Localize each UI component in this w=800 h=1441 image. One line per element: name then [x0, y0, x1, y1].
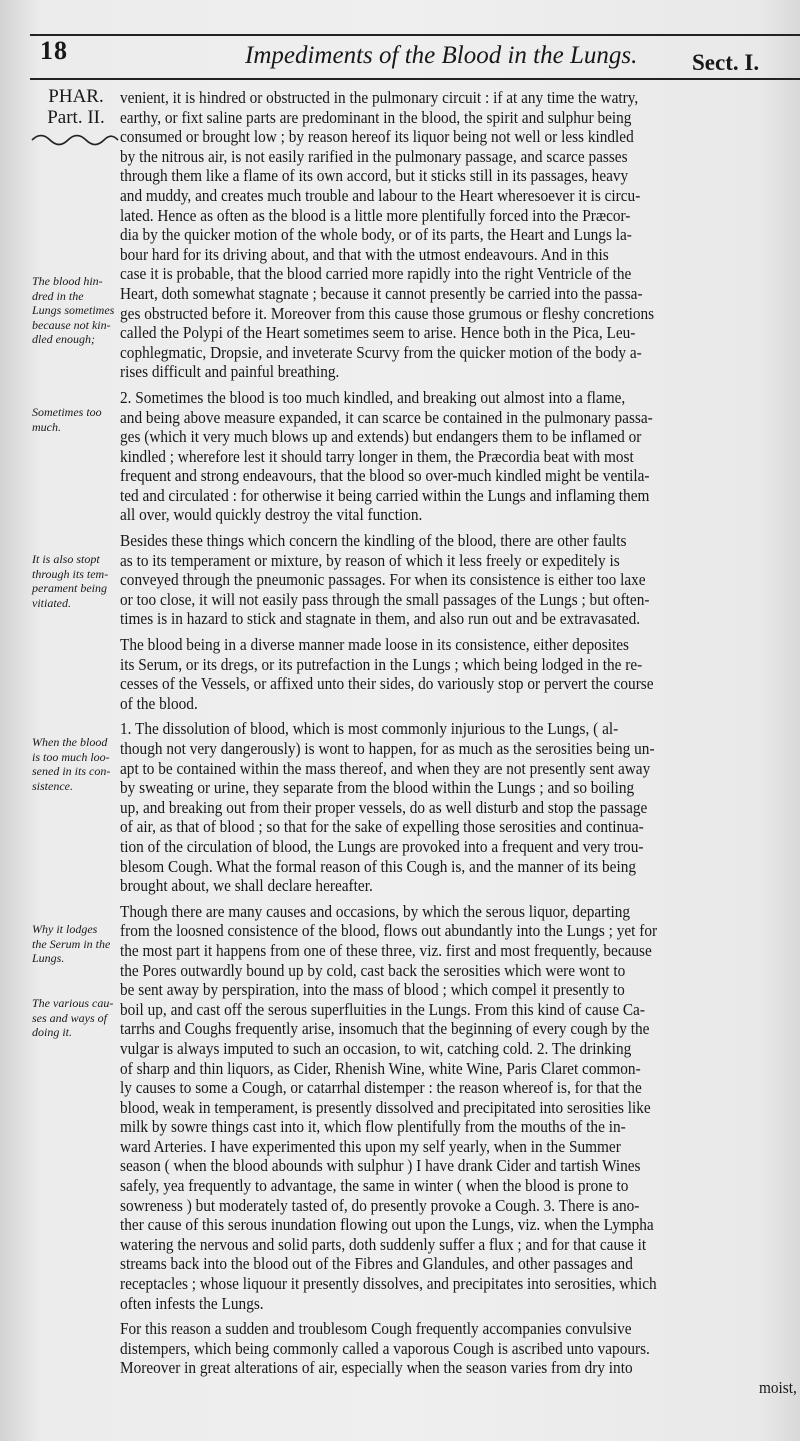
- top-rule: [30, 34, 800, 36]
- part-label: [32, 86, 120, 128]
- margin-note-line: perament being: [32, 581, 107, 595]
- page-number: 18: [40, 36, 68, 65]
- text-line: milk by sowre things cast into it, which flow plentifully from the mouths of the in-: [120, 1117, 626, 1137]
- text-line: be sent away by perspiration, into the mass of blood ; which compel it presently to: [120, 980, 625, 1000]
- margin-note: [32, 922, 124, 966]
- section-tag: Sect. I.: [692, 50, 760, 75]
- margin-note-line: Sometimes too: [32, 405, 102, 419]
- margin-note-line: the Serum in the: [32, 936, 111, 951]
- text-line: watering the nervous and solid parts, doth suddenly suffer a flux ; and for that cause it: [120, 1234, 647, 1254]
- text-line: ted and circulated : for otherwise it being carried within the Lungs and inflaming them: [120, 485, 650, 505]
- text-line: and being above measure expanded, it can scarce be contained in the pulmonary passa-: [120, 407, 653, 427]
- margin-note: [32, 274, 124, 347]
- margin-note-line: vitiated.: [32, 595, 71, 610]
- text-line: vulgar is always imputed to such an occasion, to wit, catching cold. 2. The drinking: [120, 1038, 632, 1058]
- text-line: boil up, and cast off the serous superfluities in the Lungs. From this kind of cause Ca-: [120, 999, 645, 1019]
- margin-note-line: Lungs.: [32, 951, 65, 965]
- margin-note-line: sistence.: [32, 778, 73, 793]
- body-text: [120, 88, 796, 1398]
- text-line: moist,: [758, 1378, 797, 1397]
- text-line: distempers, which being commonly called a vaporous Cough is ascribed unto vapours.: [120, 1338, 650, 1358]
- text-line: ward Arteries. I have experimented this upon my self yearly, when in the Summer: [120, 1136, 621, 1156]
- margin-note: [32, 996, 124, 1040]
- paragraph: [120, 719, 797, 895]
- text-line: all over, would quickly destroy the vital function.: [120, 505, 423, 525]
- margin-note-line: sened in its con-: [32, 764, 111, 778]
- text-line: rises difficult and painful breathing.: [120, 362, 340, 382]
- text-line: from the loosned consistence of the blood, flows out abundantly into the Lungs ; yet for: [120, 921, 658, 941]
- text-line: frequent and strong endeavours, that the blood so over-much kindled might be ventila-: [120, 466, 650, 486]
- text-line: by sweating or urine, they separate from the blood within the Lungs ; and so boiling: [120, 778, 635, 798]
- margin-note-line: When the blood: [32, 735, 108, 749]
- text-line: bour hard for its driving about, and that with the utmost endeavours. And in this: [120, 244, 609, 264]
- text-line: case it is probable, that the blood carried more rapidly into the right Ventricle of the: [120, 264, 632, 284]
- text-line: ges (which it very much blows up and extends) but endangers them to be inflamed or: [120, 427, 642, 447]
- text-line: often infests the Lungs.: [120, 1293, 264, 1313]
- text-line: safely, yea frequently to advantage, the same in winter ( when the blood is prone to: [120, 1176, 629, 1196]
- text-line: called the Polypi of the Heart sometimes seem to arise. Hence both in the Pica, Leu-: [120, 323, 636, 343]
- text-line: earthy, or fixt saline parts are predominant in the blood, the spirit and sulphur being: [120, 107, 632, 127]
- text-line: or too close, it will not easily pass through the small passages of the Lungs ; but often-: [120, 589, 650, 609]
- text-line: 2. Sometimes the blood is too much kindled, and breaking out almost into a flame,: [120, 387, 626, 407]
- text-line: its Serum, or its dregs, or its putrefaction in the Lungs ; which being lodged in the re-: [120, 654, 643, 674]
- paragraph: [120, 635, 797, 713]
- margin-note-line: It is also stopt: [32, 552, 100, 566]
- text-line: through them like a flame of its own accord, but it sticks still in its passages, heavy: [120, 166, 629, 186]
- paragraph: [120, 88, 797, 382]
- text-line: apt to be contained within the mass thereof, and when they are not presently sent away: [120, 758, 651, 778]
- text-line: Moreover in great alterations of air, especially when the season varies from dry into: [120, 1358, 633, 1378]
- text-line: tion of the circulation of blood, the Lungs are provoked into a frequent and very trou-: [120, 836, 644, 856]
- text-line: For this reason a sudden and troublesom Cough frequently accompanies convulsive: [120, 1319, 632, 1339]
- text-line: by the nitrous air, is not easily rarified in the pulmonary passage, and scarce passes: [120, 146, 628, 166]
- paragraph: [120, 1319, 797, 1397]
- ornament-flourish-icon: [30, 132, 120, 148]
- text-line: Besides these things which concern the kindling of the blood, there are other faults: [120, 531, 627, 551]
- text-line: The blood being in a diverse manner made loose in its consistence, either deposites: [120, 635, 630, 655]
- text-line: ges obstructed before it. Moreover from this cause those grumous or fleshy concretions: [120, 303, 655, 323]
- text-line: dia by the quicker motion of the whole body, or of its parts, the Heart and Lungs la-: [120, 225, 632, 245]
- text-line: conveyed through the pneumonic passages. For when its consistence is either too laxe: [120, 570, 646, 590]
- text-line: kindled ; wherefore lest it should tarry longer in them, the Præcordia beat with most: [120, 446, 634, 466]
- paragraph: [120, 531, 797, 629]
- margin-note-line: doing it.: [32, 1025, 73, 1039]
- margin-note-line: ses and ways of: [32, 1010, 107, 1025]
- paragraph: [120, 902, 797, 1313]
- text-line: venient, it is hindred or obstructed in the pulmonary circuit : if at any time the watry,: [120, 88, 639, 107]
- text-line: of air, as that of blood ; so that for the sake of expelling those serosities and continua-: [120, 817, 644, 837]
- text-line: the Pores outwardly bound up by cold, cast back the serosities which were wont to: [120, 960, 626, 980]
- text-line: times is in hazard to stick and stagnate in them, and also run out and be extravasated.: [120, 609, 641, 629]
- part-label-line: Part. II.: [47, 107, 105, 128]
- text-line: and muddy, and creates much trouble and labour to the Heart wheresoever it is circu-: [120, 185, 641, 205]
- text-line: though not very dangerously) is wont to happen, for as much as the serosities being un-: [120, 739, 655, 758]
- text-line: of the blood.: [120, 693, 198, 713]
- text-line: blesom Cough. What the formal reason of this Cough is, and the manner of its being: [120, 856, 637, 876]
- text-line: cesses of the Vessels, or affixed unto their sides, do variously stop or pervert the course: [120, 674, 654, 694]
- margin-note-line: The various cau-: [32, 996, 114, 1010]
- margin-note-line: Lungs sometimes: [32, 303, 115, 317]
- margin-note: [32, 735, 124, 793]
- margin-note-line: dred in the: [32, 288, 84, 303]
- text-line: ly causes to some a Cough, or catarrhal distemper : the reason whereof is, for that the: [120, 1078, 642, 1098]
- text-line: lated. Hence as often as the blood is a little more plentifully forced into the Præcor-: [120, 205, 631, 225]
- margin-note-line: dled enough;: [32, 332, 95, 346]
- text-line: the most part it happens from one of these three, viz. first and most frequently, because: [120, 940, 652, 960]
- text-line: brought about, we shall declare hereafter.: [120, 876, 373, 896]
- text-line: streams back into the blood out of the Fibres and Glandules, and other passages and: [120, 1254, 633, 1274]
- running-head: Impediments of the Blood in the Lungs.: [245, 42, 638, 69]
- margin-note-line: The blood hin-: [32, 274, 103, 288]
- margin-note: [32, 405, 124, 434]
- part-label-line: PHAR.: [48, 86, 104, 107]
- text-line: Though there are many causes and occasions, by which the serous liquor, departing: [120, 901, 631, 921]
- text-line: consumed or brought low ; by reason hereof its liquor being not well or less kindled: [120, 127, 634, 147]
- text-line: sowreness ) but moderately tasted of, do presently provoke a Cough. 3. There is ano-: [120, 1195, 640, 1215]
- text-line: receptacles ; whose liquour it presently dissolves, and precipitates into serosities, which: [120, 1274, 657, 1294]
- text-line: Heart, doth somewhat stagnate ; because it cannot presently be carried into the passa-: [120, 283, 643, 303]
- text-line: tarrhs and Coughs frequently arise, insomuch that the beginning of every cough by the: [120, 1019, 650, 1039]
- margin-note-line: is too much loo-: [32, 749, 110, 764]
- margin-note-line: through its tem-: [32, 566, 109, 581]
- paragraph: [120, 388, 797, 525]
- margin-note-line: Why it lodges: [32, 922, 98, 936]
- text-line: season ( when the blood abounds with sulphur ) I have drank Cider and tartish Wines: [120, 1156, 641, 1176]
- text-line: as to its temperament or mixture, by reason of which it less freely or expeditely is: [120, 550, 620, 570]
- margin-note-line: because not kin-: [32, 317, 111, 332]
- text-line: of sharp and thin liquors, as Cider, Rhenish Wine, white Wine, Paris Claret common-: [120, 1058, 641, 1078]
- text-line: ther cause of this serous inundation flowing out upon the Lungs, viz. when the Lympha: [120, 1215, 654, 1235]
- text-line: cophlegmatic, Dropsie, and inveterate Scurvy from the quicker motion of the body a-: [120, 342, 642, 362]
- margin-note-line: much.: [32, 419, 61, 434]
- text-line: blood, weak in temperament, is presently dissolved and precipitated into serosities like: [120, 1097, 651, 1117]
- margin-note: [32, 552, 124, 610]
- text-line: up, and breaking out from their proper vessels, do as well disturb and stop the passage: [120, 797, 648, 817]
- text-line: 1. The dissolution of blood, which is most commonly injurious to the Lungs, ( al-: [120, 719, 619, 739]
- header-rule: [30, 78, 800, 80]
